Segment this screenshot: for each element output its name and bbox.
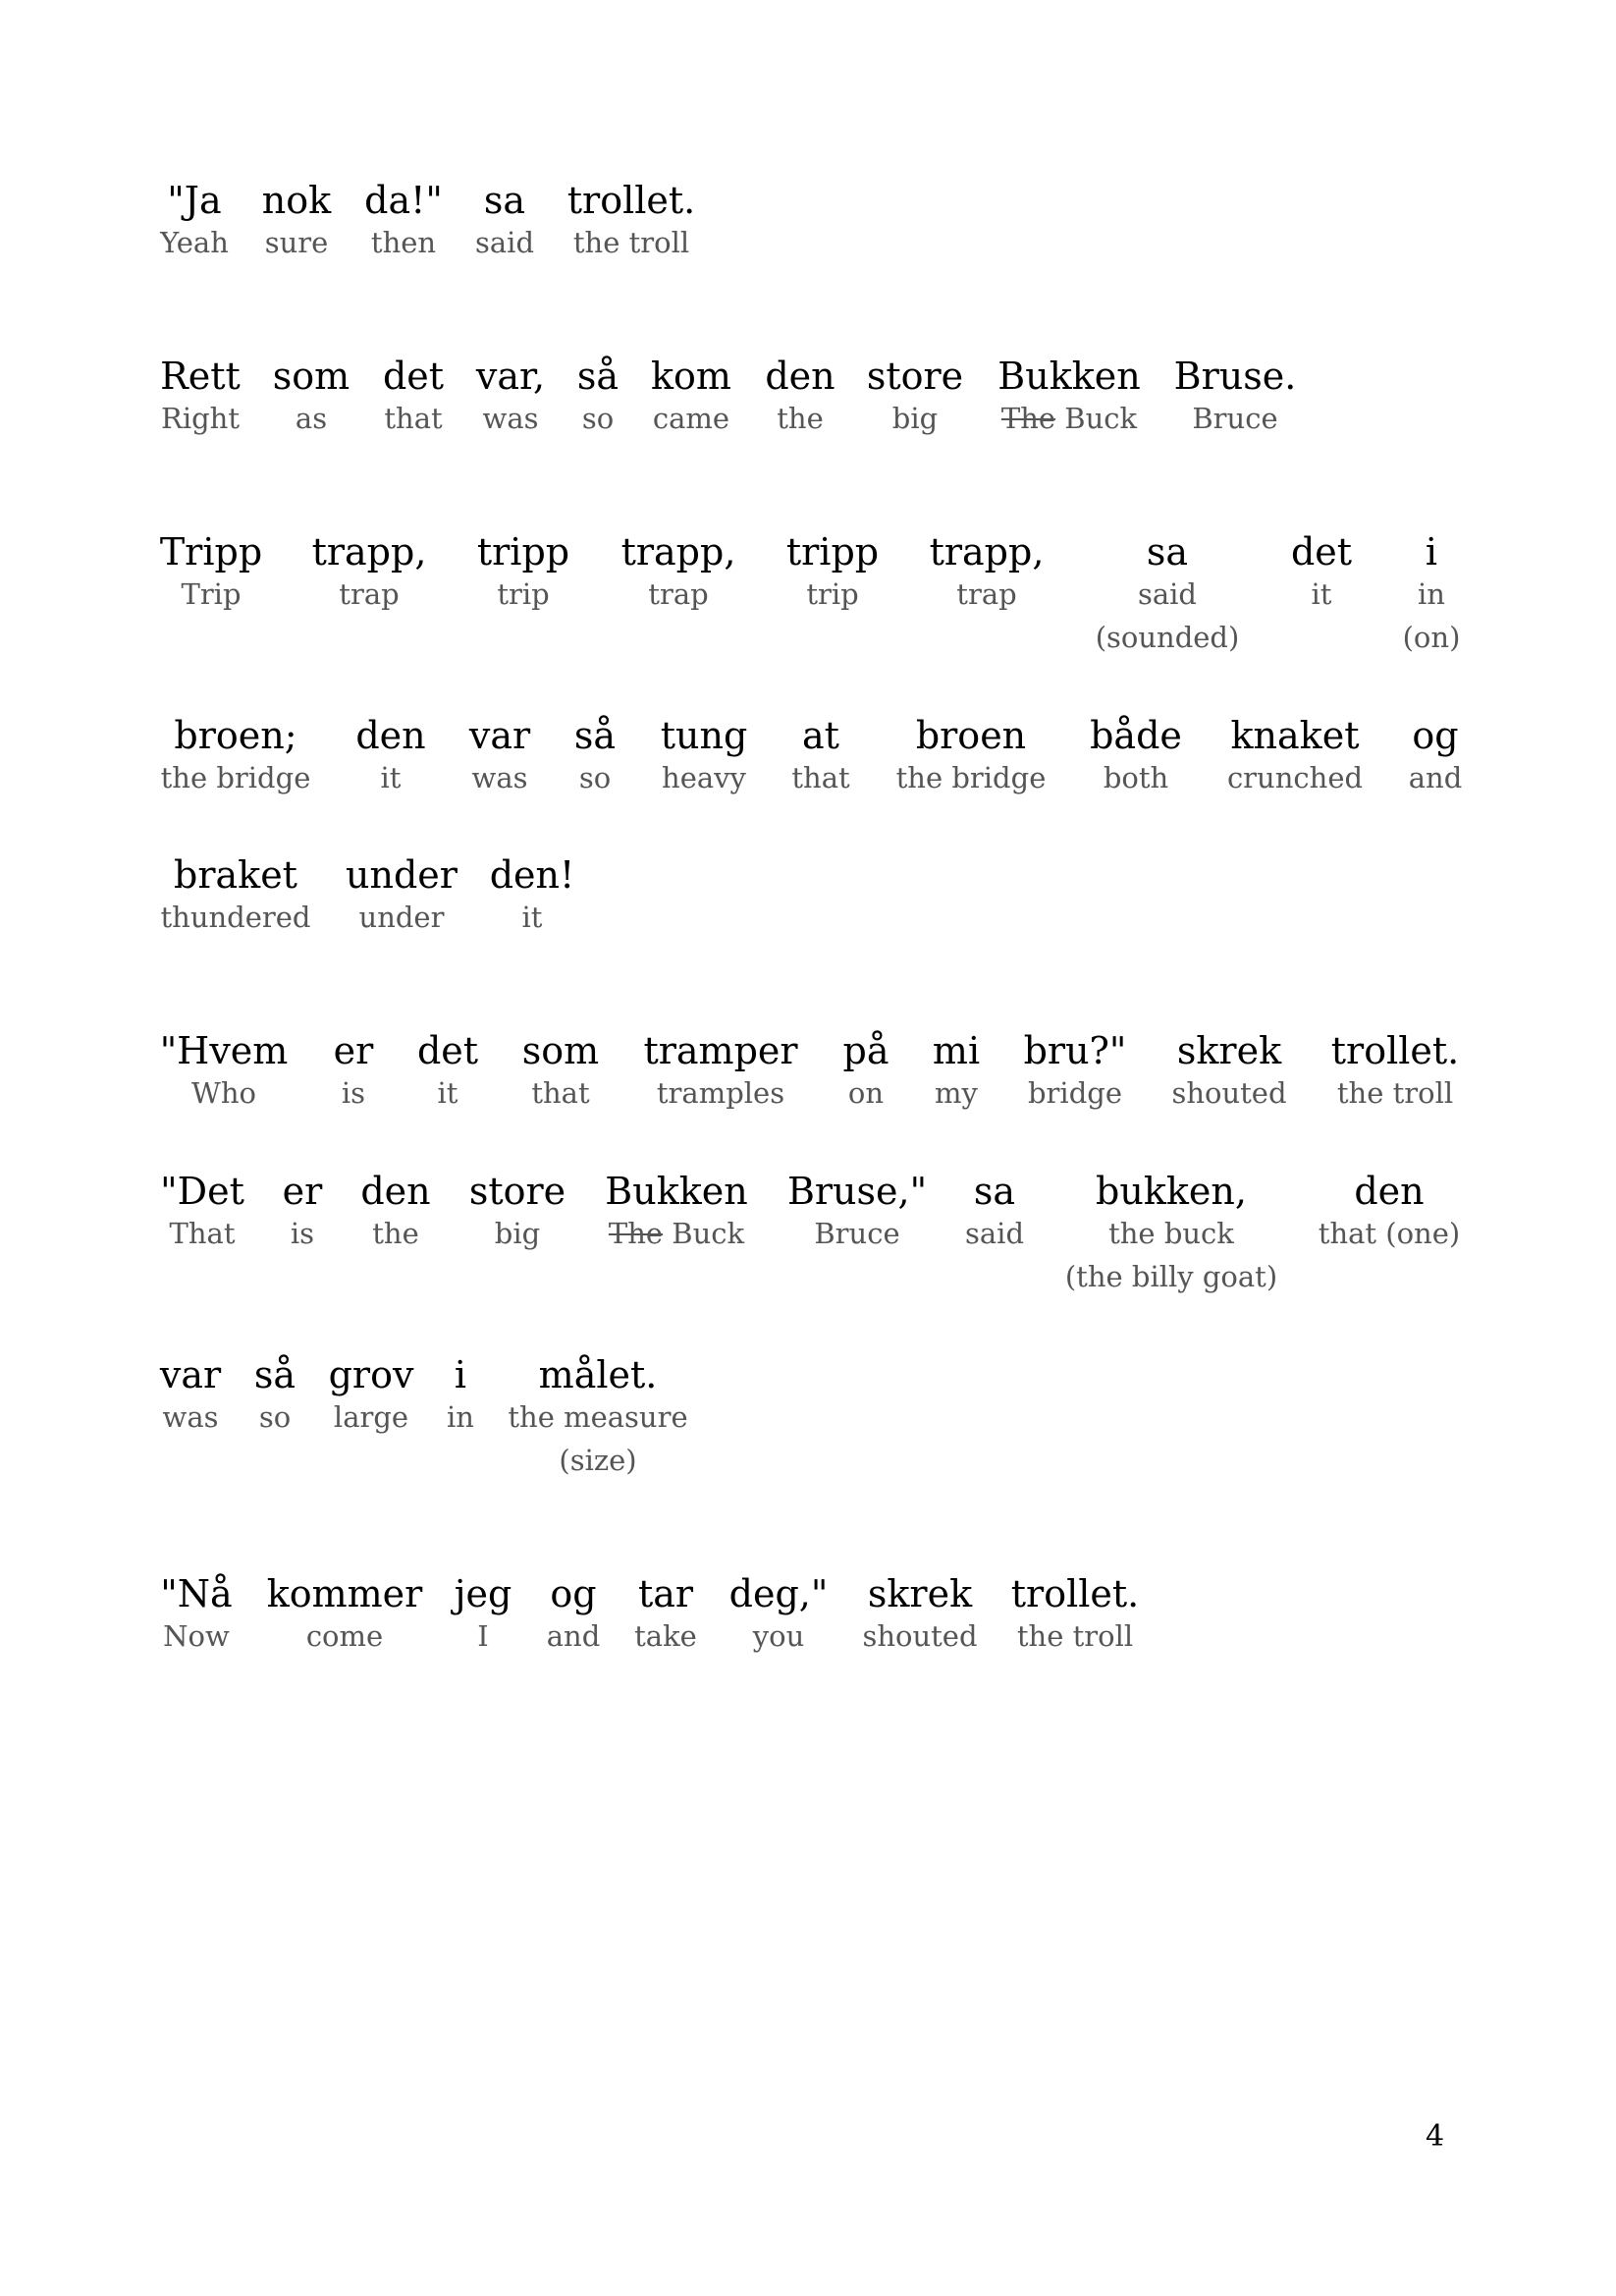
gloss-word: it xyxy=(437,1076,458,1110)
gloss-word: is xyxy=(290,1217,315,1250)
source-word: kommer xyxy=(266,1572,423,1615)
gloss-line-3 xyxy=(0,530,1616,727)
gloss-word: big xyxy=(494,1217,541,1250)
gloss-alternative: (the billy goat) xyxy=(1064,1260,1278,1293)
word-group xyxy=(334,1029,374,1110)
source-word: så xyxy=(253,1353,296,1396)
source-word: er xyxy=(333,1029,374,1072)
gloss-word: heavy xyxy=(662,761,746,794)
word-group xyxy=(1409,714,1463,794)
source-word: tramper xyxy=(643,1029,798,1072)
gloss-word: Trip xyxy=(181,577,242,611)
word-group xyxy=(1065,1170,1277,1293)
source-word: den xyxy=(355,714,426,757)
word-group xyxy=(791,714,849,794)
gloss-word: under xyxy=(358,901,445,934)
word-group xyxy=(383,355,444,435)
word-group xyxy=(160,1029,289,1110)
gloss-line-5 xyxy=(0,853,1616,1050)
source-word: som xyxy=(272,355,350,398)
word-group xyxy=(469,714,530,794)
source-word: deg," xyxy=(728,1572,829,1615)
source-word: tripp xyxy=(476,530,570,574)
source-word: den xyxy=(765,355,835,398)
gloss-word: trip xyxy=(497,577,550,611)
gloss-word: take xyxy=(634,1619,697,1653)
word-group xyxy=(1291,530,1352,611)
word-group xyxy=(965,1170,1024,1250)
source-word: og xyxy=(550,1572,597,1615)
word-group xyxy=(567,179,695,259)
gloss-word-text: Buck xyxy=(1064,402,1138,435)
gloss-alternative: (on) xyxy=(1402,621,1461,654)
source-word: Bruse," xyxy=(786,1170,928,1213)
word-group xyxy=(1024,1029,1127,1110)
word-group xyxy=(1171,1029,1286,1110)
source-word: i xyxy=(454,1353,467,1396)
word-group xyxy=(417,1029,478,1110)
source-word: trapp, xyxy=(620,530,736,574)
gloss-word: Right xyxy=(160,402,241,435)
gloss-word: it xyxy=(380,761,402,794)
word-group xyxy=(574,714,616,794)
word-group xyxy=(765,355,835,435)
gloss-line-2 xyxy=(0,355,1616,551)
word-group xyxy=(346,853,458,934)
source-word: "Nå xyxy=(160,1572,233,1615)
gloss-word: was xyxy=(482,402,539,435)
source-word: trapp, xyxy=(311,530,427,574)
word-group xyxy=(867,355,963,435)
gloss-word: crunched xyxy=(1226,761,1364,794)
word-group xyxy=(160,179,229,259)
source-word: broen xyxy=(915,714,1027,757)
source-word: trollet. xyxy=(1330,1029,1460,1072)
source-word: Bukken xyxy=(605,1170,748,1213)
source-word: "Ja xyxy=(167,179,222,222)
gloss-word: in xyxy=(1418,577,1445,611)
gloss-word: trap xyxy=(339,577,400,611)
word-group xyxy=(634,1572,697,1653)
source-word: skrek xyxy=(867,1572,973,1615)
word-group xyxy=(522,1029,599,1110)
word-group xyxy=(160,530,262,611)
gloss-word: that (one) xyxy=(1318,1217,1461,1250)
gloss-word: in xyxy=(447,1400,474,1434)
source-word: som xyxy=(521,1029,600,1072)
gloss-word: is xyxy=(341,1076,366,1110)
source-word: tar xyxy=(637,1572,694,1615)
gloss-word: it xyxy=(521,901,543,934)
source-word: sa xyxy=(483,179,526,222)
word-group xyxy=(160,1572,232,1653)
gloss-word: so xyxy=(581,402,615,435)
gloss-word: tramples xyxy=(656,1076,785,1110)
source-word: var, xyxy=(475,355,546,398)
source-word: var xyxy=(468,714,531,757)
gloss-word: Bruce xyxy=(1192,402,1278,435)
source-word: den! xyxy=(489,853,575,897)
gloss-word: the troll xyxy=(1016,1619,1134,1653)
word-group xyxy=(1174,355,1297,435)
source-word: bukken, xyxy=(1096,1170,1247,1213)
source-word: store xyxy=(468,1170,566,1213)
gloss-line-1 xyxy=(0,179,1616,375)
source-word: da!" xyxy=(364,179,443,222)
word-group xyxy=(661,714,748,794)
word-group xyxy=(469,1170,566,1250)
gloss-word: the buck xyxy=(1108,1217,1234,1250)
word-group xyxy=(1011,1572,1139,1653)
struck-gloss: The xyxy=(1000,402,1056,435)
word-group xyxy=(896,714,1047,794)
gloss-word: big xyxy=(891,402,939,435)
word-group xyxy=(862,1572,977,1653)
word-group xyxy=(477,530,569,611)
source-word: Tripp xyxy=(159,530,263,574)
source-word: nok xyxy=(261,179,332,222)
gloss-word: Who xyxy=(191,1076,256,1110)
source-word: det xyxy=(382,355,445,398)
word-group xyxy=(364,179,443,259)
word-group xyxy=(262,179,331,259)
source-word: så xyxy=(573,714,617,757)
source-word: Bukken xyxy=(997,355,1141,398)
gloss-word: then xyxy=(370,226,437,259)
word-group xyxy=(329,1353,414,1434)
gloss-line-7 xyxy=(0,1170,1616,1366)
source-word: i xyxy=(1425,530,1438,574)
word-group xyxy=(273,355,350,435)
word-group xyxy=(508,1353,687,1477)
gloss-word: as xyxy=(295,402,328,435)
word-group xyxy=(283,1170,323,1250)
struck-gloss: The xyxy=(608,1217,664,1250)
gloss-word: Yeah xyxy=(160,226,229,259)
gloss-word: my xyxy=(935,1076,978,1110)
source-word: sa xyxy=(973,1170,1016,1213)
word-group xyxy=(160,1353,221,1434)
source-word: Rett xyxy=(160,355,241,398)
word-group xyxy=(312,530,427,611)
source-word: og xyxy=(1412,714,1459,757)
source-word: trollet. xyxy=(566,179,696,222)
word-group xyxy=(490,853,575,934)
gloss-word: said xyxy=(964,1217,1025,1250)
gloss-word: the measure xyxy=(508,1400,688,1434)
source-word: broen; xyxy=(174,714,297,757)
source-word: knaket xyxy=(1230,714,1360,757)
gloss-word: thundered xyxy=(160,901,311,934)
source-word: tung xyxy=(660,714,748,757)
gloss-word: said xyxy=(474,226,535,259)
gloss-line-8 xyxy=(0,1353,1616,1550)
gloss-word: was xyxy=(471,761,528,794)
source-word: grov xyxy=(328,1353,414,1396)
source-word: skrek xyxy=(1176,1029,1282,1072)
gloss-word: trap xyxy=(956,577,1017,611)
source-word: kom xyxy=(651,355,731,398)
gloss-word: and xyxy=(1408,761,1463,794)
word-group xyxy=(254,1353,296,1434)
gloss-word: that xyxy=(791,761,850,794)
word-group xyxy=(933,1029,980,1110)
source-word: trapp, xyxy=(929,530,1045,574)
gloss-word: you xyxy=(752,1619,805,1653)
source-word: Bruse. xyxy=(1173,355,1297,398)
word-group xyxy=(360,1170,430,1250)
source-word: på xyxy=(842,1029,889,1072)
gloss-word: the bridge xyxy=(895,761,1047,794)
word-group xyxy=(997,355,1140,435)
source-word: er xyxy=(282,1170,323,1213)
gloss-word: the xyxy=(372,1217,419,1250)
gloss-word: sure xyxy=(264,226,329,259)
gloss-word: come xyxy=(305,1619,384,1653)
source-word: at xyxy=(802,714,839,757)
gloss-word: trip xyxy=(806,577,859,611)
word-group xyxy=(1227,714,1363,794)
gloss-word: Now xyxy=(163,1619,230,1653)
word-group xyxy=(1331,1029,1459,1110)
gloss-word: so xyxy=(578,761,612,794)
source-word: braket xyxy=(174,853,297,897)
gloss-word: large xyxy=(333,1400,409,1434)
page-number: 4 xyxy=(1426,2119,1445,2154)
gloss-word: came xyxy=(652,402,730,435)
word-group xyxy=(161,714,311,794)
gloss-word-text: Buck xyxy=(672,1217,745,1250)
word-group xyxy=(577,355,619,435)
word-group xyxy=(786,530,879,611)
gloss-word: the xyxy=(777,402,824,435)
gloss-word: that xyxy=(384,402,443,435)
source-word: målet. xyxy=(538,1353,658,1396)
gloss-word: I xyxy=(477,1619,489,1653)
word-group xyxy=(729,1572,829,1653)
word-group xyxy=(447,1353,474,1434)
gloss-word xyxy=(997,402,1140,435)
source-word: så xyxy=(576,355,619,398)
source-word: var xyxy=(159,1353,222,1396)
gloss-word: trap xyxy=(648,577,709,611)
source-word: jeg xyxy=(454,1572,512,1615)
source-word: både xyxy=(1090,714,1182,757)
word-group xyxy=(267,1572,423,1653)
source-word: trollet. xyxy=(1010,1572,1140,1615)
source-word: bru?" xyxy=(1023,1029,1127,1072)
word-group xyxy=(1096,530,1240,654)
gloss-word: the troll xyxy=(1336,1076,1454,1110)
word-group xyxy=(160,355,241,435)
gloss-word: on xyxy=(847,1076,885,1110)
gloss-word: bridge xyxy=(1027,1076,1122,1110)
word-group xyxy=(476,355,545,435)
gloss-word: it xyxy=(1311,577,1332,611)
source-word: sa xyxy=(1146,530,1189,574)
word-group xyxy=(621,530,736,611)
source-word: store xyxy=(866,355,964,398)
gloss-word: so xyxy=(258,1400,292,1434)
word-group xyxy=(160,853,310,934)
gloss-word: Bruce xyxy=(814,1217,900,1250)
gloss-word: both xyxy=(1103,761,1169,794)
word-group xyxy=(547,1572,601,1653)
word-group xyxy=(643,1029,797,1110)
gloss-word: and xyxy=(546,1619,601,1653)
word-group xyxy=(355,714,425,794)
word-group xyxy=(1090,714,1182,794)
gloss-alternative: (sounded) xyxy=(1095,621,1240,654)
word-group xyxy=(1403,530,1461,654)
source-word: det xyxy=(416,1029,479,1072)
word-group xyxy=(787,1170,927,1250)
word-group xyxy=(1319,1170,1460,1250)
gloss-word: that xyxy=(531,1076,590,1110)
word-group xyxy=(930,530,1045,611)
source-word: under xyxy=(346,853,458,897)
source-word: det xyxy=(1290,530,1353,574)
word-group xyxy=(455,1572,512,1653)
gloss-word: said xyxy=(1137,577,1197,611)
gloss-word: shouted xyxy=(1171,1076,1287,1110)
gloss-word: was xyxy=(162,1400,219,1434)
gloss-word: the troll xyxy=(572,226,690,259)
source-word: "Det xyxy=(160,1170,244,1213)
source-word: tripp xyxy=(785,530,880,574)
source-word: den xyxy=(360,1170,431,1213)
gloss-word xyxy=(605,1217,747,1250)
gloss-word: the bridge xyxy=(160,761,311,794)
gloss-word: shouted xyxy=(862,1619,978,1653)
source-word: den xyxy=(1354,1170,1425,1213)
gloss-line-9 xyxy=(0,1572,1616,1769)
gloss-alternative: (size) xyxy=(559,1444,637,1477)
gloss-word: That xyxy=(169,1217,236,1250)
source-word: "Hvem xyxy=(159,1029,289,1072)
word-group xyxy=(605,1170,747,1250)
word-group xyxy=(843,1029,889,1110)
word-group xyxy=(160,1170,244,1250)
word-group xyxy=(475,179,534,259)
word-group xyxy=(651,355,731,435)
source-word: mi xyxy=(932,1029,981,1072)
